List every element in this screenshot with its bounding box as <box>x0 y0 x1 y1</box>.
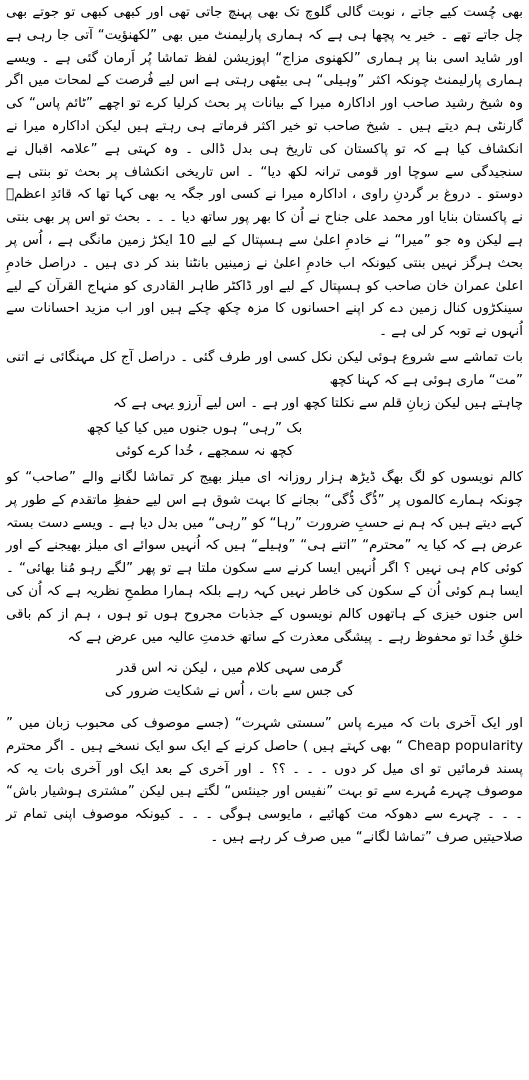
article-paragraph-1: بھی چُست کیے جاتے ، نوبت گالی گلوچ تک بھی پہنچ جاتی تھی اور کبھی کبھی تو جوتے بھی چل جاتے تھے ۔ خیر یہ پچھا ہی ہے کہ ہماری پارلیمنٹ میں بھی ”لکھنؤیت“ آتی جا رہی ہے اور شاید اسی بنا پر ہماری ”لکھنوی مزاج“ اپوزیشن لفظ تماشا پُر اَرمان گئی ہے ۔ ویسے ہماری پارلیمنٹ چونکہ اکثر ”وہیلی“ ہی بیٹھی رہتی ہے اس لیے فُرصت کے لمحات میں اگر وہ شیخ رشید صاحب اور اداکارہ میرا کے بیانات پر بحث کرلیا کرے تو اچھے ”ٹائم پاس“ کی گارنٹی ہم دیتے ہیں ۔ شیخ صاحب تو خیر اکثر فرماتے ہی رہتے ہیں لیکن اداکارہ میرا نے انکشاف کیا ہے کہ تو پاکستان کی تاریخ ہی بدل ڈالی ۔ وہ کہتی ہے ”علامہ اقبال نے سنجیدگی سے سوچا اور قومی ترانہ لکھ دیا“ ۔ اس تاریخی انکشاف پر بحث تو بنتی ہے دوستو ۔ دروغ بر گردنِ راوی ، اداکارہ میرا نے کسی اور جگہ یہ بھی کہا تھا کہ قائدِ اعظمؒ نے پاکستان بنایا اور محمد علی جناح نے اُن کا بھر پور ساتھ دیا ۔ ۔ ۔ بحث تو اس پر بھی بنتی ہے لیکن وہ جو ”میرا“ نے خادمِ اعلیٰ سے ہسپتال کے لیے 10 ایکڑ زمین مانگی ہے ، اُس پر بحث ہرگز نہیں بنتی کیونکہ اب خادمِ اعلیٰ نے زمینیں بانٹنا بند کر دی ہیں ۔ دراصل خادمِ اعلیٰ عمران خان صاحب کو ہسپتال کے لیے اور ڈاکٹر طاہر القادری کو منہاج القرآن کے لیے سینکڑوں کنال زمین دے کر اپنے احسانوں کا مزہ چکھ چکے ہیں اور اب مزید احسانات سے اُنہوں نے توبہ کر لی ہے ۔ <box>6 5 523 340</box>
article-paragraph-3: چاہتے ہیں لیکن زبانِ قلم سے نکلتا کچھ اور ہے ۔ اس لیے آرزو یہی ہے کہ <box>112 395 523 411</box>
verse-couplet-2 <box>6 657 523 703</box>
verse-line: گرمی سہی کلام میں ، لیکن نہ اس قدر <box>116 660 343 677</box>
article-paragraph-4: کالم نویسوں کو لگ بھگ ڈیڑھ ہزار روزانہ ای میلز بھیج کر تماشا لگانے والے ”صاحب“ کو چونکہ ہمارے کالموں پر ”ڈُگ ڈُگی“ بجانے کا بہت شوق ہے اس لیے حفظِ ماتقدم کے طور پر کہے دیتے ہیں کہ ہم نے حسبِ ضرورت ”رہا“ کو ”رہی“ میں بدل دیا ہے ۔ ویسے دست بستہ عرض ہے کہ کیا یہ ”محترم“ ”اتنے ہی“ ”وہیلے“ ہیں کہ اُنہیں سوائے ای میلز بھیجنے کے اور کوئی کام ہی نہیں ؟ اگر اُنہیں ایسا کرنے سے سکون ملتا ہے تو پھر ”لگے رہو مُنا بھائی“ ۔ ایسا ہم کوئی اُن کے سکون کی خاطر نہیں کہہ رہے بلکہ ہمارا مطمحِ نظریہ ہے کہ اُن کی اس جنوں خیزی کے ہاتھوں کالم نویسوں کے جذبات مجروح ہوں تو ہوں ، ہم از کم باقی خلقِ خُدا تو محفوظ رہے ۔ پیشگی معذرت کے ساتھ خدمتِ عالیہ میں عرض ہے کہ <box>6 469 523 645</box>
verse-line: بک ”رہی“ ہوں جنوں میں کیا کیا کچھ <box>86 420 303 437</box>
article-paragraph-5: اور ایک آخری بات کہ میرے پاس ”سستی شہرت“ (جسے موصوف کی محبوب زبان میں ” Cheap popularity “ بھی کہتے ہیں ) حاصل کرنے کے ایک سو ایک نسخے ہیں ۔ اگر محترم پسند فرمائیں تو ای میل کر دوں ۔ ۔ ۔ ؟؟ ۔ اور آخری کے بعد ایک اور آخری بات یہ کہ موصوف چہرے مُہرے سے تو بہت ”نفیس اور جینئس“ لگتے ہیں لیکن ”مشتری ہوشیار باش“ ۔ ۔ ۔ چہرے سے دھوکہ مت کھائیے ، مایوسی ہوگی ۔ ۔ ۔ کیونکہ موصوف اپنی تمام تر صلاحیتیں صرف ”تماشا لگانے“ میں صرف کر رہے ہیں ۔ <box>6 715 523 845</box>
article-paragraph-2: بات تماشے سے شروع ہوئی لیکن نکل کسی اور طرف گئی ۔ دراصل آج کل مہنگائی نے اتنی ”مت“ ماری ہوئی ہے کہ کہنا کچھ <box>6 349 523 388</box>
verse-line: کی جس سے بات ، اُس نے شکایت ضرور کی <box>104 683 355 700</box>
verse-line: کچھ نہ سمجھے ، خُدا کرے کوئی <box>115 443 294 460</box>
verse-couplet-1 <box>6 417 523 463</box>
